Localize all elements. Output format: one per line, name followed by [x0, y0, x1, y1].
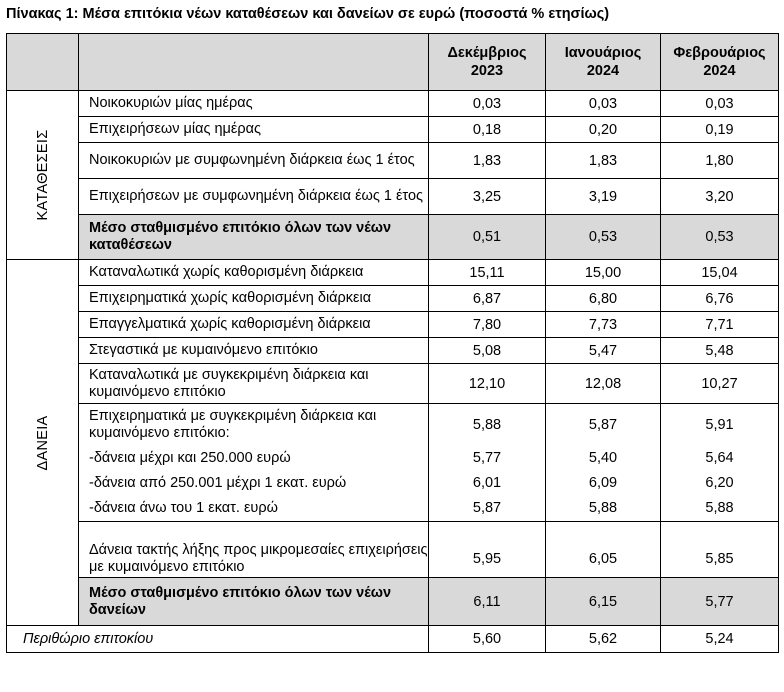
cell-value: 5,08 — [429, 338, 546, 364]
table-row — [7, 364, 779, 404]
cell-value: 15,00 — [546, 260, 661, 286]
cell-value: 6,87 — [429, 286, 546, 312]
cell-value: 5,60 — [429, 626, 546, 653]
deposits-average-row — [7, 215, 779, 260]
row-label: Περιθώριο επιτοκίου — [7, 626, 429, 653]
cell-value: 7,73 — [546, 312, 661, 338]
cell-value: 15,11 — [429, 260, 546, 286]
cell-value: 15,04 — [661, 260, 779, 286]
row-label: Μέσο σταθμισμένο επιτόκιο όλων των νέων δανείων — [79, 578, 429, 626]
row-label: Καταναλωτικά με συγκεκριμένη διάρκεια και κυμαινόμενο επιτόκιο — [79, 364, 429, 404]
cell-value: 5,91 — [661, 404, 779, 446]
cell-value: 5,88 — [546, 496, 661, 522]
column-header-feb-2024: Φεβρουάριος 2024 — [661, 34, 779, 91]
cell-value: 7,71 — [661, 312, 779, 338]
cell-value: 0,51 — [429, 215, 546, 260]
row-label: Επιχειρηματικά με συγκεκριμένη διάρκεια και κυμαινόμενο επιτόκιο: — [79, 404, 429, 446]
header-empty-cell — [79, 34, 429, 91]
loans-average-row — [7, 578, 779, 626]
table-row — [7, 542, 779, 578]
cell-value: 5,48 — [661, 338, 779, 364]
column-header-dec-2023: Δεκέμβριος 2023 — [429, 34, 546, 91]
header-empty-cell — [7, 34, 79, 91]
cell-value: 7,80 — [429, 312, 546, 338]
row-label: Επαγγελματικά χωρίς καθορισμένη διάρκεια — [79, 312, 429, 338]
table-row — [7, 446, 779, 471]
cell-value: 6,76 — [661, 286, 779, 312]
row-label: -δάνεια από 250.001 μέχρι 1 εκατ. ευρώ — [79, 471, 429, 496]
cell-value: 5,85 — [661, 542, 779, 578]
row-label: Δάνεια τακτής λήξης προς μικρομεσαίες επιχειρήσεις με κυμαινόμενο επιτόκιο — [79, 542, 429, 578]
row-label: Νοικοκυριών μίας ημέρας — [79, 91, 429, 117]
table-row — [7, 117, 779, 143]
cell-value: 5,62 — [546, 626, 661, 653]
row-label: Επιχειρήσεων με συμφωνημένη διάρκεια έως 1 έτος — [79, 179, 429, 215]
cell-value: 0,03 — [661, 91, 779, 117]
table-row — [7, 338, 779, 364]
cell-value: 1,80 — [661, 143, 779, 179]
interest-rates-table — [6, 33, 779, 653]
table-row — [7, 260, 779, 286]
header-row — [7, 34, 779, 91]
cell-value: 10,27 — [661, 364, 779, 404]
table-row — [7, 471, 779, 496]
table-row — [7, 404, 779, 446]
cell-value: 5,47 — [546, 338, 661, 364]
row-label: -δάνεια μέχρι και 250.000 ευρώ — [79, 446, 429, 471]
cell-value: 5,88 — [429, 404, 546, 446]
row-label: Στεγαστικά με κυμαινόμενο επιτόκιο — [79, 338, 429, 364]
section-label-loans: ΔΑΝΕΙΑ — [7, 260, 79, 626]
cell-value: 6,15 — [546, 578, 661, 626]
row-label: Μέσο σταθμισμένο επιτόκιο όλων των νέων καταθέσεων — [79, 215, 429, 260]
cell-value: 5,64 — [661, 446, 779, 471]
spread-row — [7, 626, 779, 653]
cell-value: 12,08 — [546, 364, 661, 404]
row-label: Καταναλωτικά χωρίς καθορισμένη διάρκεια — [79, 260, 429, 286]
cell-value: 5,77 — [661, 578, 779, 626]
cell-value: 5,77 — [429, 446, 546, 471]
table-row — [7, 91, 779, 117]
table-row — [7, 312, 779, 338]
table-row — [7, 179, 779, 215]
table-row — [7, 143, 779, 179]
table-title: Πίνακας 1: Μέσα επιτόκια νέων καταθέσεων και δανείων σε ευρώ (ποσοστά % ετησίως) — [6, 6, 610, 22]
cell-value: 0,19 — [661, 117, 779, 143]
row-label: Επιχειρήσεων μίας ημέρας — [79, 117, 429, 143]
cell-value: 6,11 — [429, 578, 546, 626]
cell-value: 6,05 — [546, 542, 661, 578]
row-label: Επιχειρηματικά χωρίς καθορισμένη διάρκεια — [79, 286, 429, 312]
column-header-jan-2024: Ιανουάριος 2024 — [546, 34, 661, 91]
cell-value: 3,20 — [661, 179, 779, 215]
cell-value: 6,80 — [546, 286, 661, 312]
cell-value: 6,09 — [546, 471, 661, 496]
cell-value: 0,03 — [546, 91, 661, 117]
table-row — [7, 286, 779, 312]
cell-value: 1,83 — [429, 143, 546, 179]
cell-value: 0,03 — [429, 91, 546, 117]
cell-value: 5,40 — [546, 446, 661, 471]
cell-value: 1,83 — [546, 143, 661, 179]
cell-value: 6,20 — [661, 471, 779, 496]
table-row-spacer — [7, 522, 779, 542]
cell-value: 5,24 — [661, 626, 779, 653]
cell-value: 12,10 — [429, 364, 546, 404]
cell-value: 3,19 — [546, 179, 661, 215]
cell-value: 5,87 — [546, 404, 661, 446]
cell-value: 5,95 — [429, 542, 546, 578]
cell-value: 0,53 — [661, 215, 779, 260]
row-label: -δάνεια άνω του 1 εκατ. ευρώ — [79, 496, 429, 522]
cell-value: 5,88 — [661, 496, 779, 522]
table-row — [7, 496, 779, 522]
cell-value: 3,25 — [429, 179, 546, 215]
row-label: Νοικοκυριών με συμφωνημένη διάρκεια έως 1 έτος — [79, 143, 429, 179]
cell-value: 0,53 — [546, 215, 661, 260]
section-label-deposits: ΚΑΤΑΘΕΣΕΙΣ — [7, 91, 79, 260]
cell-value: 0,18 — [429, 117, 546, 143]
cell-value: 0,20 — [546, 117, 661, 143]
cell-value: 6,01 — [429, 471, 546, 496]
cell-value: 5,87 — [429, 496, 546, 522]
